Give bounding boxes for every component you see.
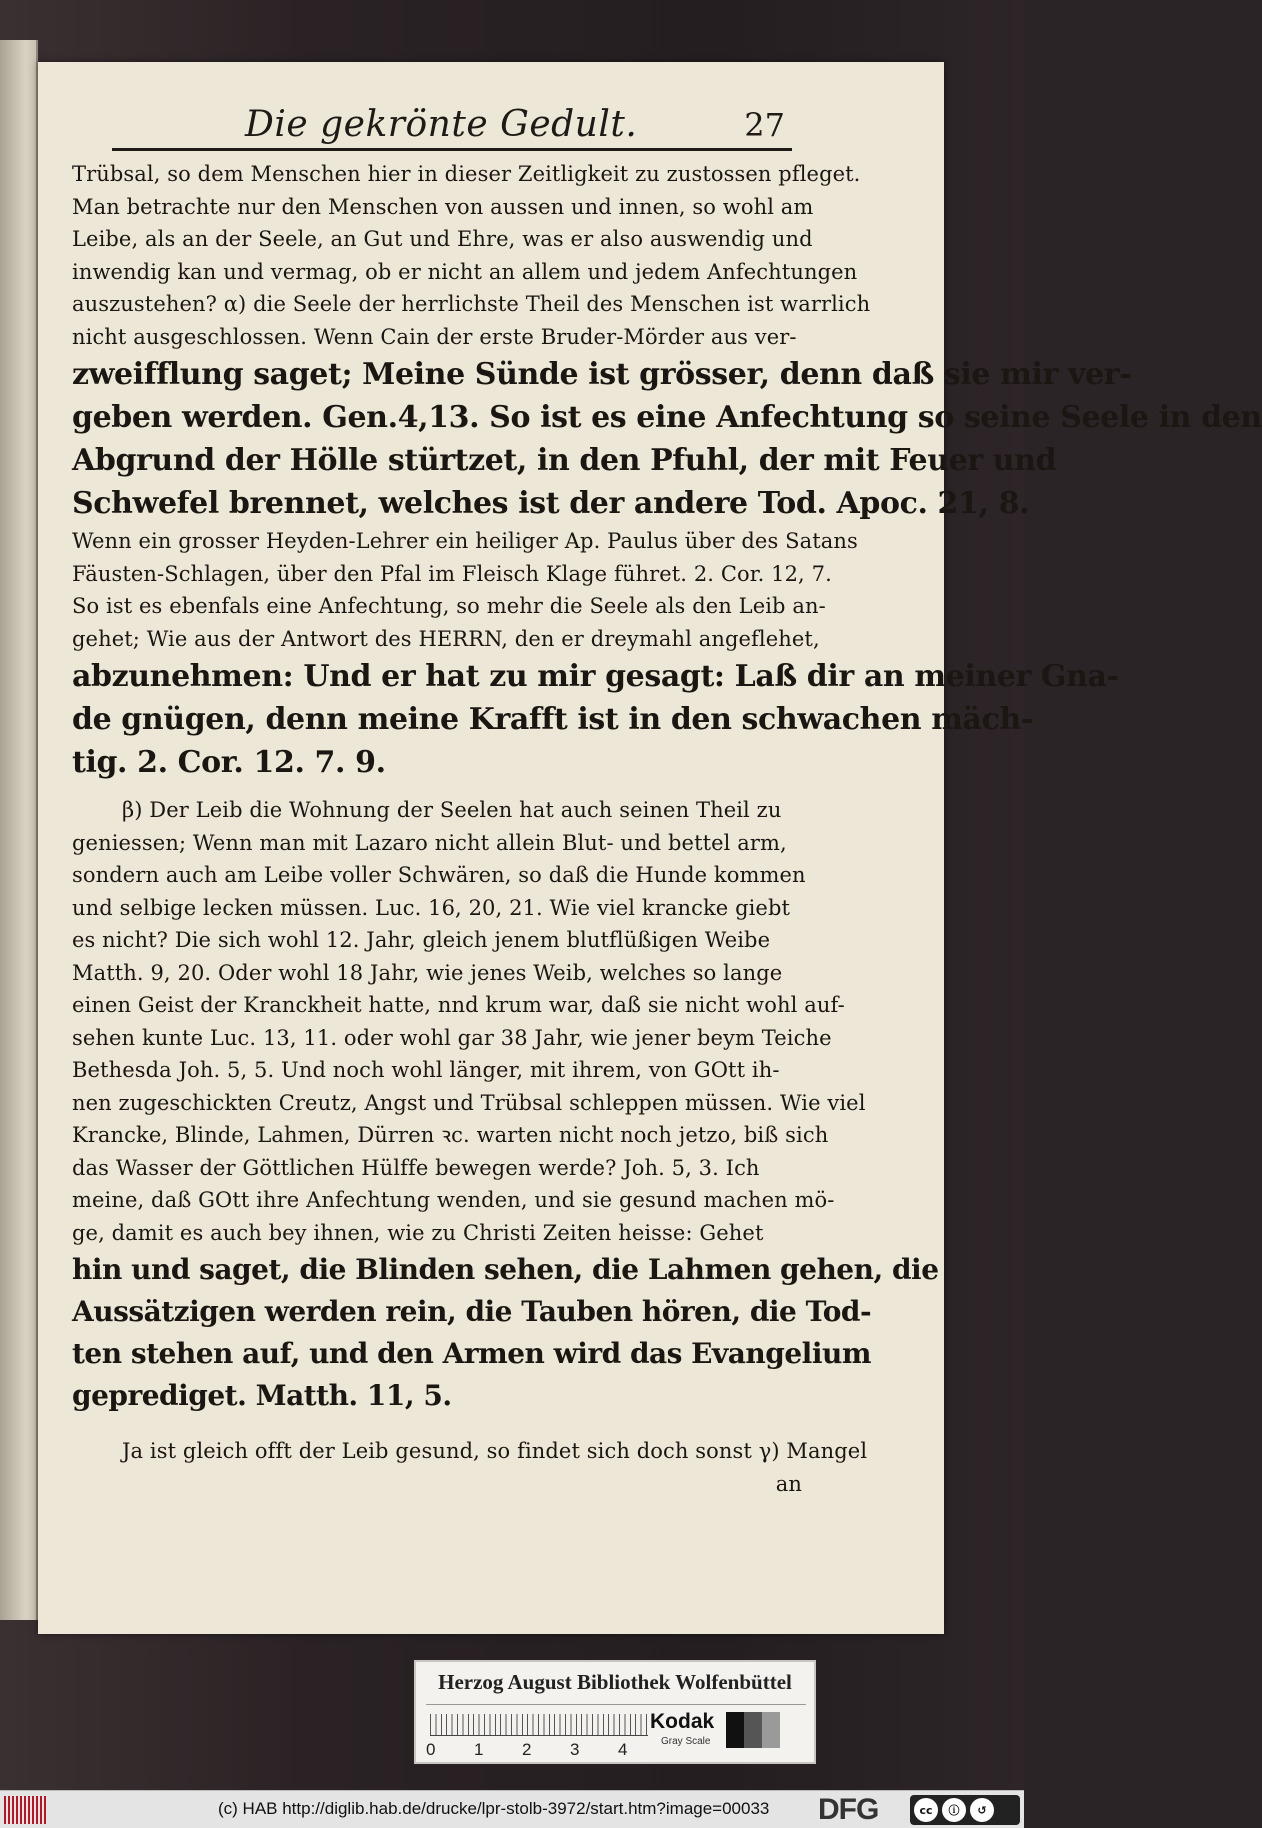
text-line: Leibe, als an der Seele, an Gut und Ehre, was er also auswendig und — [72, 227, 813, 251]
text-line: meine, daß GOtt ihre Anfechtung wenden, und sie gesund machen mö- — [72, 1188, 835, 1212]
text-line: sehen kunte Luc. 13, 11. oder wohl gar 38 Jahr, wie jener beym Teiche — [72, 1025, 832, 1050]
library-label — [414, 1660, 816, 1764]
ruler-number: 1 — [474, 1740, 484, 1759]
sa-icon: ↺ — [970, 1798, 994, 1822]
running-head — [245, 104, 805, 145]
label-rule — [426, 1704, 806, 1705]
text-line: geprediget. Matth. 11, 5. — [72, 1379, 452, 1412]
paragraph-2 — [72, 794, 939, 1417]
body-text — [72, 158, 1262, 1500]
dfg-logo: DFG — [818, 1793, 879, 1826]
gray-swatch — [726, 1712, 744, 1748]
ruler-number: 2 — [522, 1740, 532, 1759]
text-line: Aussätzigen werden rein, die Tauben hören, die Tod- — [72, 1295, 872, 1328]
text-line: hin und saget, die Blinden sehen, die Lahmen gehen, die — [72, 1253, 939, 1286]
barcode-icon — [4, 1796, 46, 1824]
text-line: Schwefel brennet, welches ist der andere Tod. Apoc. 21, 8. — [72, 486, 1030, 521]
gray-swatch — [762, 1712, 780, 1748]
text-line: nen zugeschickten Creutz, Angst und Trübsal schleppen müssen. Wie viel — [72, 1090, 866, 1115]
adjacent-page-edge — [0, 40, 38, 1620]
text-line: es nicht? Die sich wohl 12. Jahr, gleich jenem blutflüßigen Weibe — [72, 928, 771, 952]
ruler-numbers — [426, 1740, 666, 1760]
gray-swatches — [726, 1712, 780, 1748]
text-line: geben werden. Gen.4,13. So ist es eine Anfechtung so seine Seele in den — [72, 400, 1262, 435]
text-line: Fäusten-Schlagen, über den Pfal im Fleisch Klage führet. 2. Cor. 12, 7. — [72, 561, 832, 586]
cc-license-badge[interactable] — [910, 1795, 1020, 1825]
text-line: So ist es ebenfals eine Anfechtung, so mehr die Seele als den Leib an- — [72, 594, 826, 618]
text-line: und selbige lecken müssen. Luc. 16, 20, 21. Wie viel krancke giebt — [72, 895, 791, 920]
text-line: Abgrund der Hölle stürtzet, in den Pfuhl, der mit Feuer und — [72, 443, 1057, 478]
paragraph-1 — [72, 158, 1262, 784]
text-line: de gnügen, denn meine Krafft ist in den schwachen mäch- — [72, 702, 1033, 737]
text-line: einen Geist der Kranckheit hatte, nnd krum war, daß sie nicht wohl auf- — [72, 993, 845, 1017]
ruler-number: 3 — [570, 1740, 580, 1759]
page-number: 27 — [744, 106, 785, 144]
paragraph-3 — [72, 1435, 868, 1468]
text-line: tig. 2. Cor. 12. 7. 9. — [72, 745, 386, 780]
text-line: β) Der Leib die Wohnung der Seelen hat auch seinen Theil zu — [122, 798, 782, 822]
gray-swatch — [744, 1712, 762, 1748]
paragraph-gap — [72, 1417, 802, 1435]
text-line: inwendig kan und vermag, ob er nicht an allem und jedem Anfechtungen — [72, 259, 858, 284]
kodak-brand: Kodak — [650, 1710, 715, 1733]
text-line: auszustehen? α) die Seele der herrlichste Theil des Menschen ist warrlich — [72, 292, 871, 316]
text-line: gehet; Wie aus der Antwort des HERRN, den er dreymahl angeflehet, — [72, 626, 820, 651]
text-line: Ja ist gleich offt der Leib gesund, so findet sich doch sonst γ) Mangel — [122, 1439, 868, 1463]
text-line: zweifflung saget; Meine Sünde ist grösser, denn daß sie mir ver- — [72, 357, 1132, 392]
gray-scale-label: Gray Scale — [661, 1736, 711, 1747]
ruler-number: 0 — [426, 1740, 436, 1759]
text-line: Matth. 9, 20. Oder wohl 18 Jahr, wie jenes Weib, welches so lange — [72, 960, 783, 985]
text-line: Bethesda Joh. 5, 5. Und noch wohl länger, mit ihrem, von GOtt ih- — [72, 1058, 780, 1082]
by-icon: ⓘ — [942, 1798, 966, 1822]
text-line: Trübsal, so dem Menschen hier in dieser Zeitligkeit zu zustossen pfleget. — [72, 162, 861, 186]
footer-bar — [0, 1790, 1024, 1828]
text-line: Man betrachte nur den Menschen von aussen und innen, so wohl am — [72, 194, 814, 219]
text-line: Wenn ein grosser Heyden-Lehrer ein heiliger Ap. Paulus über des Satans — [72, 529, 858, 553]
catchword: an — [775, 1471, 802, 1496]
paragraph-gap — [72, 784, 802, 794]
text-line: geniessen; Wenn man mit Lazaro nicht allein Blut- und bettel arm, — [72, 830, 787, 855]
text-line: das Wasser der Göttlichen Hülffe bewegen werde? Joh. 5, 3. Ich — [72, 1155, 760, 1180]
text-line: abzunehmen: Und er hat zu mir gesagt: Laß dir an meiner Gna- — [72, 659, 1119, 694]
running-title: Die gekrönte Gedult. — [245, 104, 638, 145]
citation-link[interactable]: (c) HAB http://diglib.hab.de/drucke/lpr-stolb-3972/start.htm?image=00033 — [218, 1799, 770, 1818]
text-line: nicht ausgeschlossen. Wenn Cain der erste Bruder-Mörder aus ver- — [72, 324, 797, 349]
text-line: ge, damit es auch bey ihnen, wie zu Christi Zeiten heisse: Gehet — [72, 1220, 764, 1245]
ruler-scale — [430, 1714, 648, 1736]
header-rule — [112, 148, 792, 151]
text-line: sondern auch am Leibe voller Schwären, so daß die Hunde kommen — [72, 863, 806, 887]
text-line: ten stehen auf, und den Armen wird das Evangelium — [72, 1337, 871, 1370]
library-name: Herzog August Bibliothek Wolfenbüttel — [438, 1670, 792, 1694]
ruler-number: 4 — [618, 1740, 628, 1759]
cc-icon: cc — [914, 1798, 938, 1822]
text-line: Krancke, Blinde, Lahmen, Dürren ꝛc. warten nicht noch jetzo, biß sich — [72, 1123, 829, 1147]
